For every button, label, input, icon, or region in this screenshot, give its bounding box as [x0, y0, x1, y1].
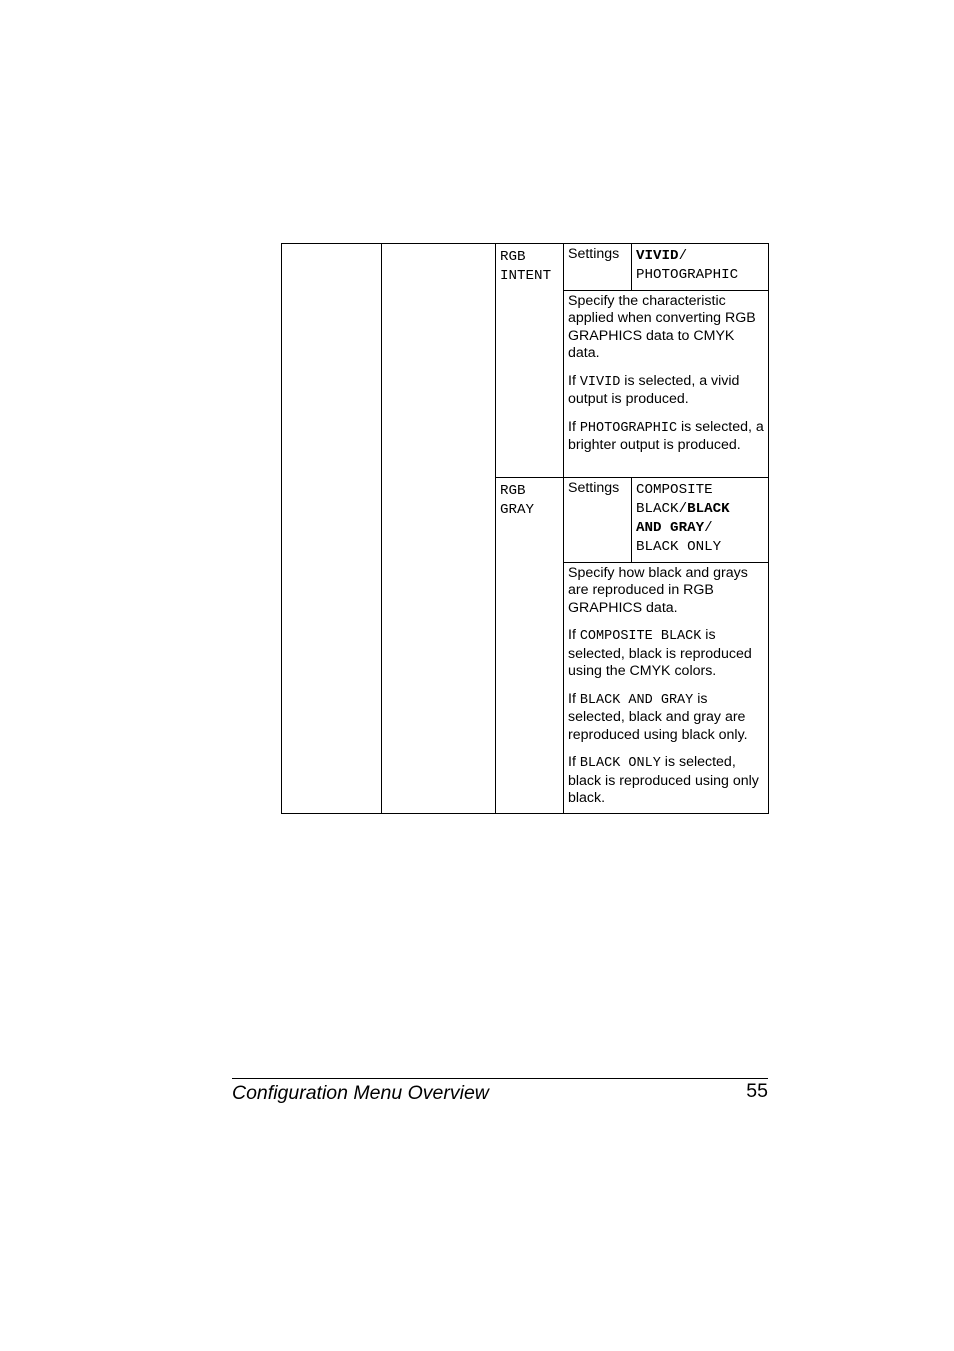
- empty-column-2: [382, 244, 496, 814]
- rgb-gray-settings-value: COMPOSITE BLACK/BLACK AND GRAY/ BLACK ONLY: [632, 477, 769, 562]
- rgb-intent-settings-label: Settings: [564, 244, 632, 291]
- rgb-gray-desc-black-only: If BLACK ONLY is selected, black is reproduced using only black.: [568, 754, 759, 807]
- footer-rule: [232, 1078, 768, 1079]
- rgb-intent-description: [564, 290, 769, 477]
- rgb-intent-desc-photographic: If PHOTOGRAPHIC is selected, a brighter output is produced.: [568, 418, 764, 454]
- configuration-table: [281, 243, 769, 814]
- rgb-gray-settings-label: Settings: [564, 477, 632, 562]
- rgb-intent-desc-vivid: If VIVID is selected, a vivid output is produced.: [568, 372, 740, 408]
- footer-title: Configuration Menu Overview: [232, 1082, 489, 1104]
- rgb-intent-desc-paragraph: Specify the characteristic applied when converting RGB GRAPHICS data to CMYK data.: [568, 292, 756, 362]
- rgb-gray-desc-composite: If COMPOSITE BLACK is selected, black is reproduced using the CMYK colors.: [568, 627, 752, 680]
- rgb-intent-settings-value: VIVID/ PHOTOGRAPHIC: [632, 244, 769, 291]
- empty-column-1: [282, 244, 382, 814]
- rgb-gray-desc-black-and-gray: If BLACK AND GRAY is selected, black and gray are reproduced using black only.: [568, 690, 748, 743]
- rgb-intent-name: RGB INTENT: [496, 244, 564, 478]
- rgb-gray-desc-paragraph: Specify how black and grays are reproduced in RGB GRAPHICS data.: [568, 564, 748, 616]
- page-number: 55: [746, 1080, 768, 1102]
- rgb-gray-description: [564, 562, 769, 813]
- rgb-gray-name: RGB GRAY: [496, 477, 564, 813]
